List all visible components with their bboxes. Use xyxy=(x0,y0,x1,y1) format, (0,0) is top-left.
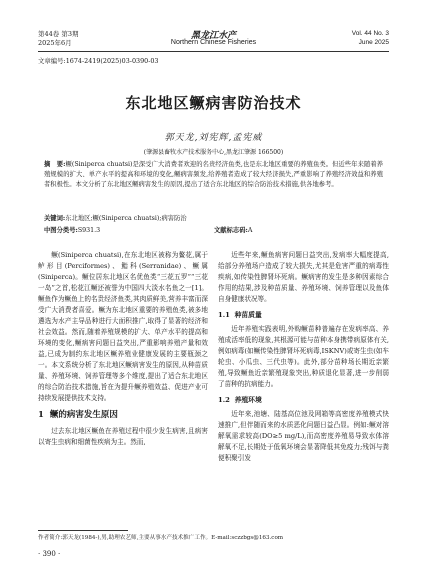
intro-paragraph: 鳜(Siniperca chuatsi),在东北地区被称为鳌花,属于鲈形目(Perciformes)、鮨科(Serranidae)、鳜属(Siniperca)。鳜位居东北地区名优鱼类“三花五罗”“三花一岛”之首,松花江鳜还被誉为中国四大淡水名鱼之一[1]。鳜鱼作为鳜鱼上的名贵经济鱼类,其肉质鲜美,营养丰富而深受广大消费者喜爱。鳜为东北地区重要的养殖鱼类,被多地遴选为水产主导品种进行大面积推广,取得了显著的经济和社会效益。然而,随着养殖规模的扩大、单产水平的提高和环境的变化,鳜病害问题日益突出,严重影响养殖产量和效益,已成为制约东北地区鳜养殖业健康发展的主要瓶颈之一。本文系统分析了东北地区鳜病害发生的原因,从种苗质量、养殖环境、饲养管理等多个维度,提出了适合东北地区的综合防治技术措施,旨在为提升鳜养殖效益、促进产业可持续发展提供技术支持。 xyxy=(38,251,208,402)
subsection-1-1-paragraph: 近年养殖实践表明,外购鳜苗种普遍存在发病率高、养殖成活率低的现象,其根源可能与苗种本身携带病原体有关,例如病毒(如鳜传染性脾肾坏死病毒,ISKNV)或寄生虫(如车轮虫、小瓜虫、三代虫等)。此外,部分苗种场长期近亲繁殖,导致鳜鱼近亲繁殖现象突出,种质退化显著,进一步削弱了苗种的抗病能力。 xyxy=(218,325,389,388)
subsection-1-2-title: 养殖环境 xyxy=(234,396,262,404)
journal-name-cn: 黑龙江水产 xyxy=(190,31,236,41)
footnote-rule xyxy=(38,530,128,531)
keywords-text: 东北地区;鳜(Siniperca chuatsi);病害防治 xyxy=(65,215,187,222)
clc-value: S931.3 xyxy=(77,227,101,234)
section-1-number: 1 xyxy=(38,410,44,420)
clc-number xyxy=(44,226,100,236)
keywords-label: 关键词: xyxy=(44,215,66,222)
doc-code xyxy=(214,226,252,236)
keywords xyxy=(44,214,383,224)
abstract-text: 鳜(Siniperca chuatsi)是深受广大消费者欢迎的名贵经济鱼类,也是东北地区重要的养殖鱼类。但近些年来随着养殖规模的扩大、单产水平的提高和环境的变化,鳜病害频发,给养殖者造成了较大经济损失,严重影响了养殖经济效益和养殖者积极性。本文分析了东北地区鳜病害发生的原因,提出了适合东北地区的综合防治技术措施,供各地参考。 xyxy=(44,161,383,188)
clc-label: 中图分类号: xyxy=(44,227,78,234)
subsection-1-2-heading xyxy=(218,395,389,406)
subsection-1-2-number: 1.2 xyxy=(218,396,230,404)
abstract xyxy=(44,160,383,190)
subsection-1-1-heading xyxy=(218,310,389,321)
left-column xyxy=(38,250,208,448)
page-number: · 390 · xyxy=(38,550,61,558)
subsection-1-2-paragraph: 近年来,池塘、陆基高位池及网箱等高密度养殖模式快速推广,但伴随而来的水质恶化问题日益凸显。例如:鳜对溶解氧需求较高(DO≥5 mg/L),而高密度养殖易导致水体溶解氧不足,长期处于低氧环境会显著降低其免疫力;残饵与粪便积聚引发 xyxy=(218,410,389,462)
article-title: 东北地区鳜病害防治技术 xyxy=(125,94,302,112)
subsection-1-1-number: 1.1 xyxy=(218,311,230,319)
doc-code-value: A xyxy=(247,227,253,234)
article-id: 文章编号:1674-2419(2025)03-0390-03 xyxy=(38,57,159,65)
journal-name-en: Northern Chinese Fisheries xyxy=(170,39,257,46)
subsection-1-1-title: 种苗质量 xyxy=(234,311,262,319)
right-column xyxy=(218,250,389,464)
section-1-paragraph-cont: 近些年来,鳜鱼病害问题日益突出,发病率大幅度提高,给部分养殖场户造成了较大损失,尤其是危害严重的病毒性疾病,如传染性脾肾坏死病。鳜病害的发生是多种因素综合作用的结果,涉及种苗质量、养殖环境、饲养管理以及鱼体自身健康状况等。 xyxy=(218,251,389,303)
section-1-heading xyxy=(38,410,208,421)
volume-label: Vol. 44 No. 3 xyxy=(351,30,389,37)
affiliation: (肇源县畜牧水产技术服务中心,黑龙江肇源 166500) xyxy=(143,149,284,156)
issue-label: 第44卷 第3期 xyxy=(38,30,79,38)
date-label: 2025年6月 xyxy=(38,39,72,47)
doc-code-label: 文献标志码: xyxy=(214,227,248,234)
abstract-label: 摘 要: xyxy=(44,161,66,168)
section-1-title: 鳜的病害发生原因 xyxy=(49,410,118,420)
footnote: 作者简介:郭天龙(1984-),男,助理农艺师,主要从事水产技术推广工作。E-mail:sczzbgs@163.com xyxy=(38,535,284,541)
authors: 郭天龙,刘宪辉,孟宪威 xyxy=(164,133,263,143)
date-en-label: June 2025 xyxy=(358,39,389,46)
section-1-paragraph: 过去东北地区鳜鱼在养殖过程中很少发生病害,且病害以寄生虫病和细菌性疾病为主。然而, xyxy=(38,427,208,446)
header-rule xyxy=(38,51,389,52)
